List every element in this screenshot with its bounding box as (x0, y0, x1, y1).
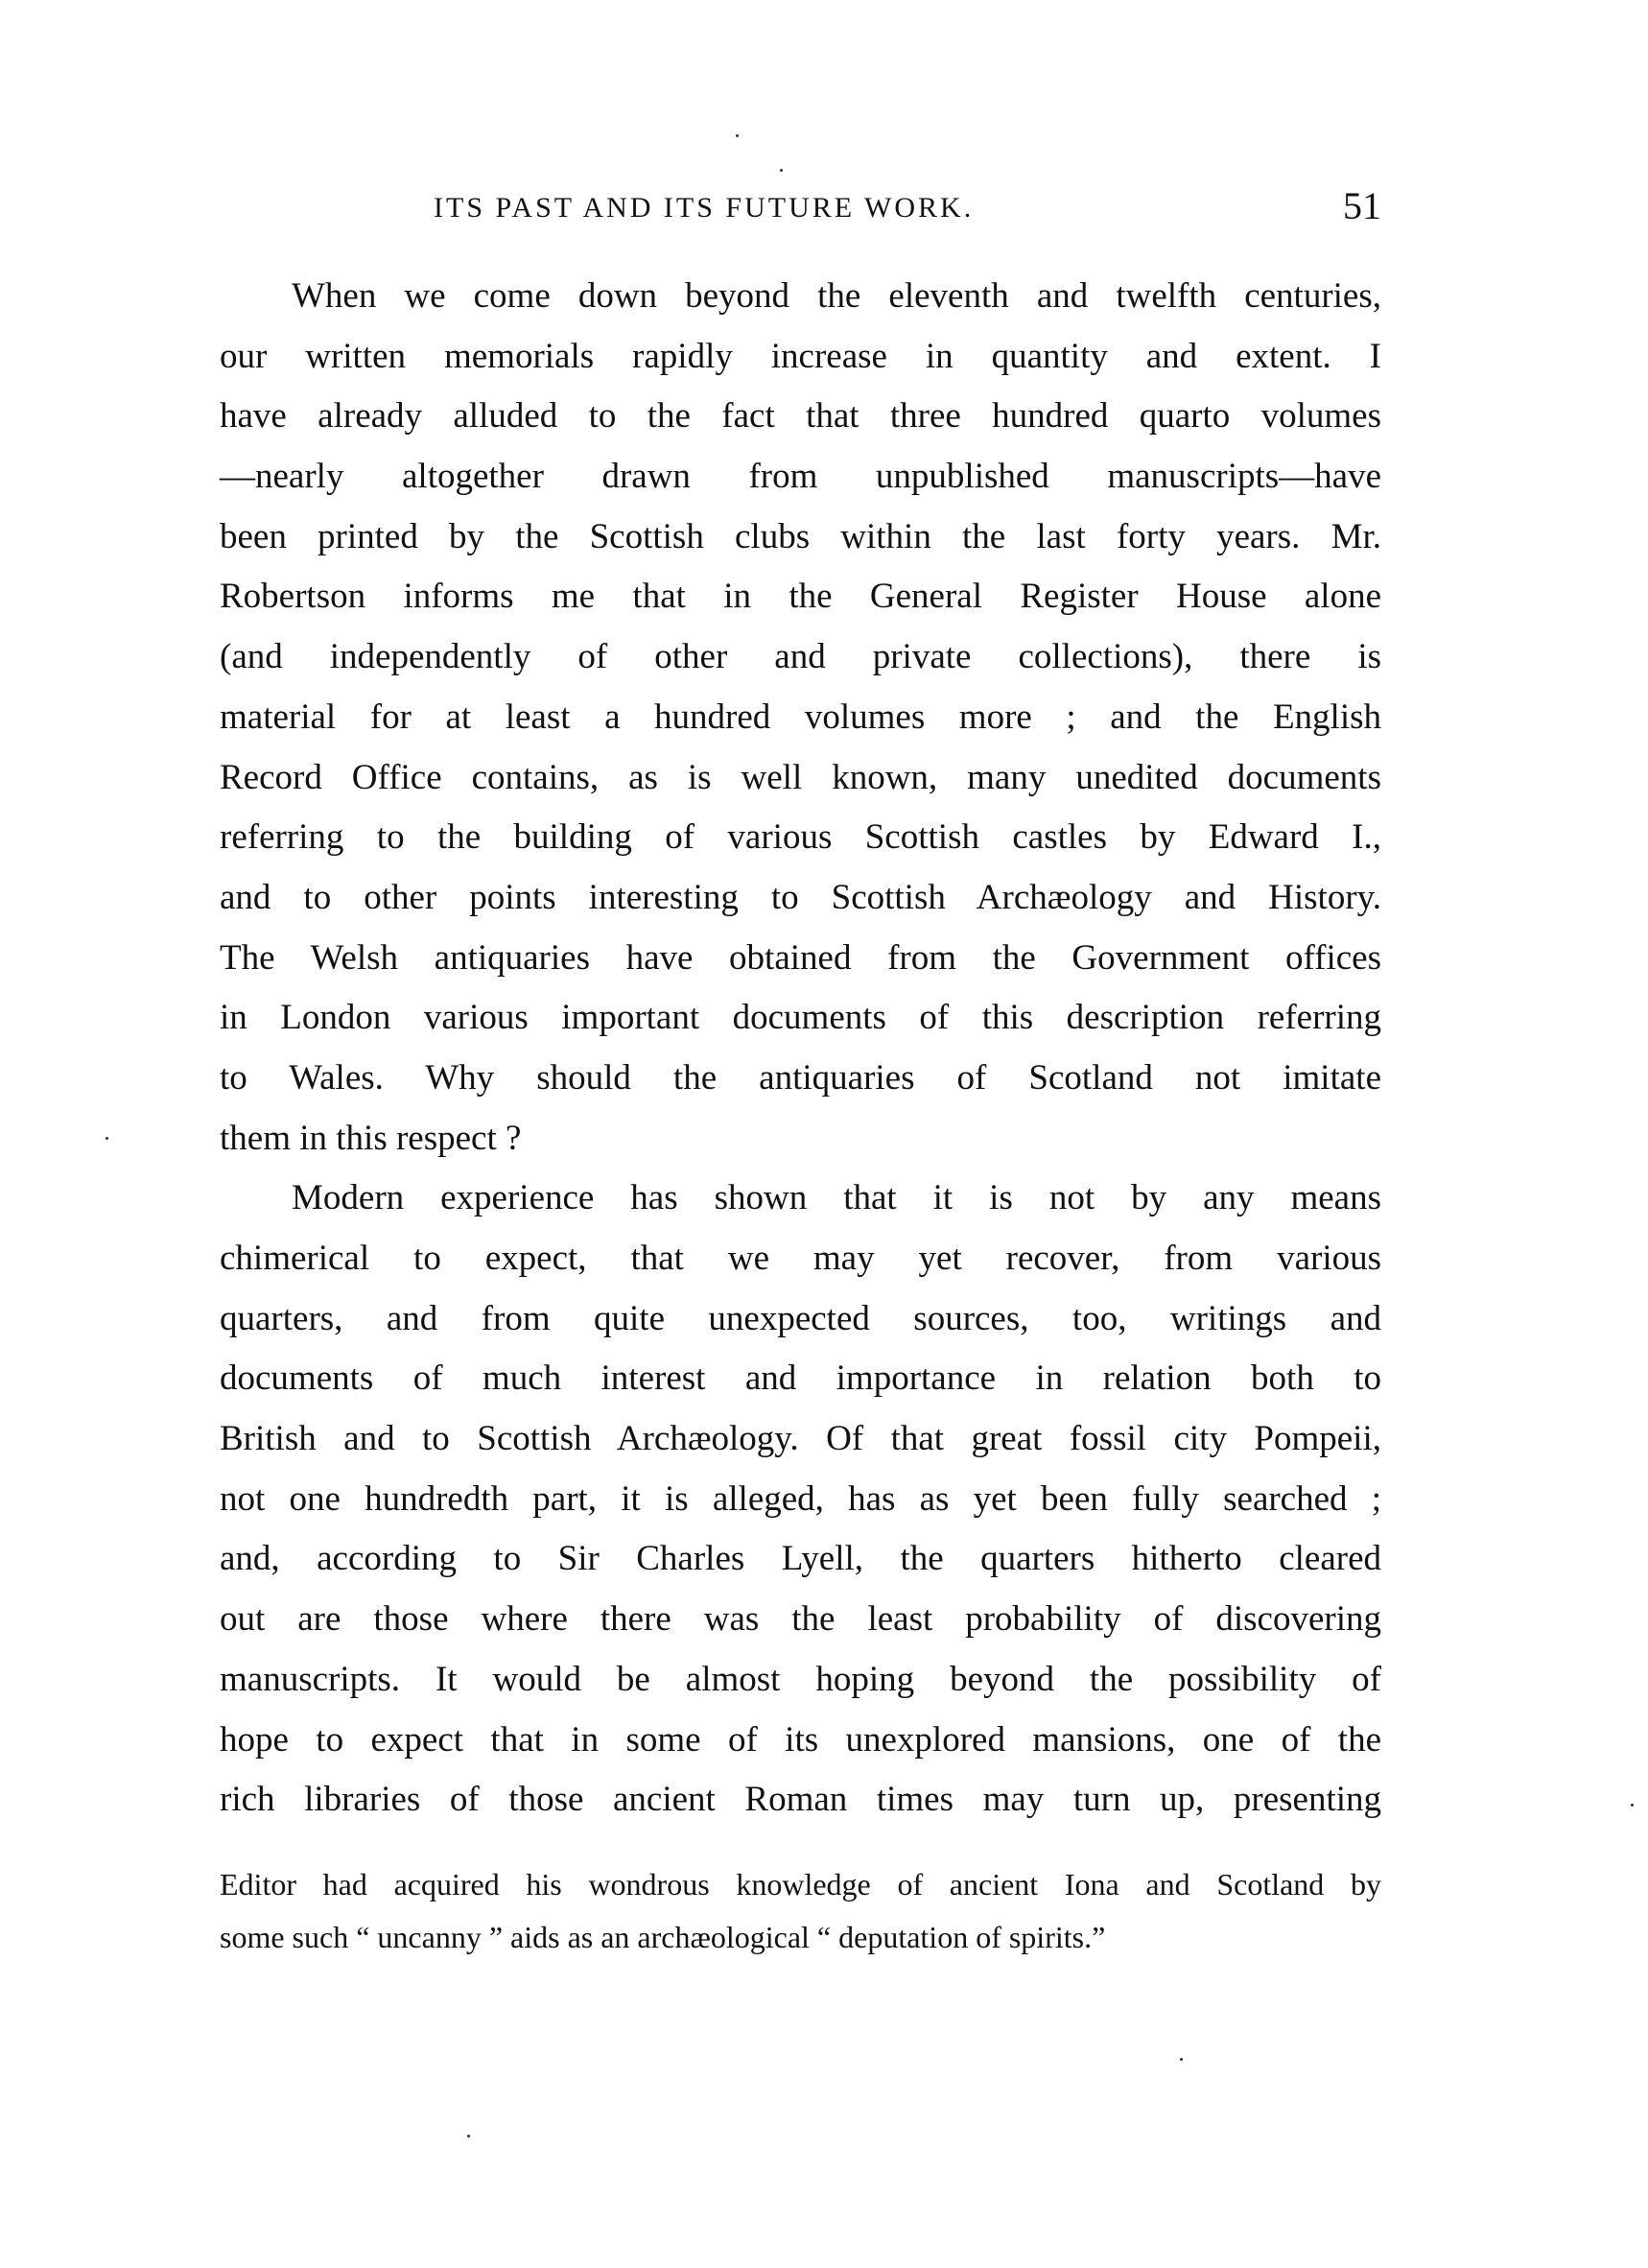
text-line: hope to expect that in some of its unexplored mansions, one of the (220, 1719, 1381, 1760)
text-line: Record Office contains, as is well known, many unedited documents (220, 757, 1381, 797)
running-header (220, 184, 1381, 232)
text-line: have already alluded to the fact that three hundred quarto volumes (220, 396, 1381, 437)
text-line: our written memorials rapidly increase in quantity and extent. I (220, 336, 1381, 376)
text-line: (and independently of other and private collections), there is (220, 637, 1381, 677)
footnote-line: Editor had acquired his wondrous knowledge of ancient Iona and Scotland by (220, 1867, 1381, 1902)
text-line: Modern experience has shown that it is not by any means (292, 1178, 1381, 1218)
text-line: Robertson informs me that in the General Register House alone (220, 577, 1381, 617)
print-speck (467, 2135, 470, 2138)
text-line: quarters, and from quite unexpected sources, too, writings and (220, 1298, 1381, 1338)
text-line: British and to Scottish Archæology. Of that great fossil city Pompeii, (220, 1419, 1381, 1459)
text-line: manuscripts. It would be almost hoping beyond the possibility of (220, 1659, 1381, 1699)
footnote (220, 1858, 1381, 1964)
print-speck (780, 169, 783, 172)
text-line: The Welsh antiquaries have obtained from the Government offices (220, 937, 1381, 978)
text-line: in London various important documents of this description referring (220, 998, 1381, 1038)
text-line: out are those where there was the least probability of discovering (220, 1599, 1381, 1640)
print-speck (1180, 2058, 1183, 2061)
text-line: to Wales. Why should the antiquaries of Scotland not imitate (220, 1057, 1381, 1098)
text-line: material for at least a hundred volumes more ; and the English (220, 697, 1381, 737)
print-speck (106, 1137, 108, 1140)
text-line: chimerical to expect, that we may yet recover, from various (220, 1239, 1381, 1278)
text-line: —nearly altogether drawn from unpublished manuscripts—have (220, 457, 1381, 497)
running-title: ITS PAST AND ITS FUTURE WORK. (434, 192, 975, 224)
text-line: documents of much interest and importance in relation both to (220, 1358, 1381, 1399)
text-line: rich libraries of those ancient Roman times may turn up, presenting (220, 1780, 1381, 1820)
footnote-line: some such “ uncanny ” aids as an archæological “ deputation of spirits.” (220, 1920, 1106, 1954)
print-speck (736, 134, 739, 137)
text-line: and to other points interesting to Scottish Archæology and History. (220, 877, 1381, 917)
text-line: been printed by the Scottish clubs within the last forty years. Mr. (220, 516, 1381, 556)
text-line: When we come down beyond the eleventh and twelfth centuries, (292, 276, 1381, 316)
text-line: them in this respect ? (220, 1118, 522, 1158)
text-line: and, according to Sir Charles Lyell, the quarters hitherto cleared (220, 1539, 1381, 1579)
print-speck (1631, 1804, 1634, 1807)
page-number: 51 (1343, 184, 1381, 227)
body-text (220, 267, 1381, 1831)
text-line: referring to the building of various Scottish castles by Edward I., (220, 817, 1381, 858)
text-line: not one hundredth part, it is alleged, has as yet been fully searched ; (220, 1478, 1381, 1519)
